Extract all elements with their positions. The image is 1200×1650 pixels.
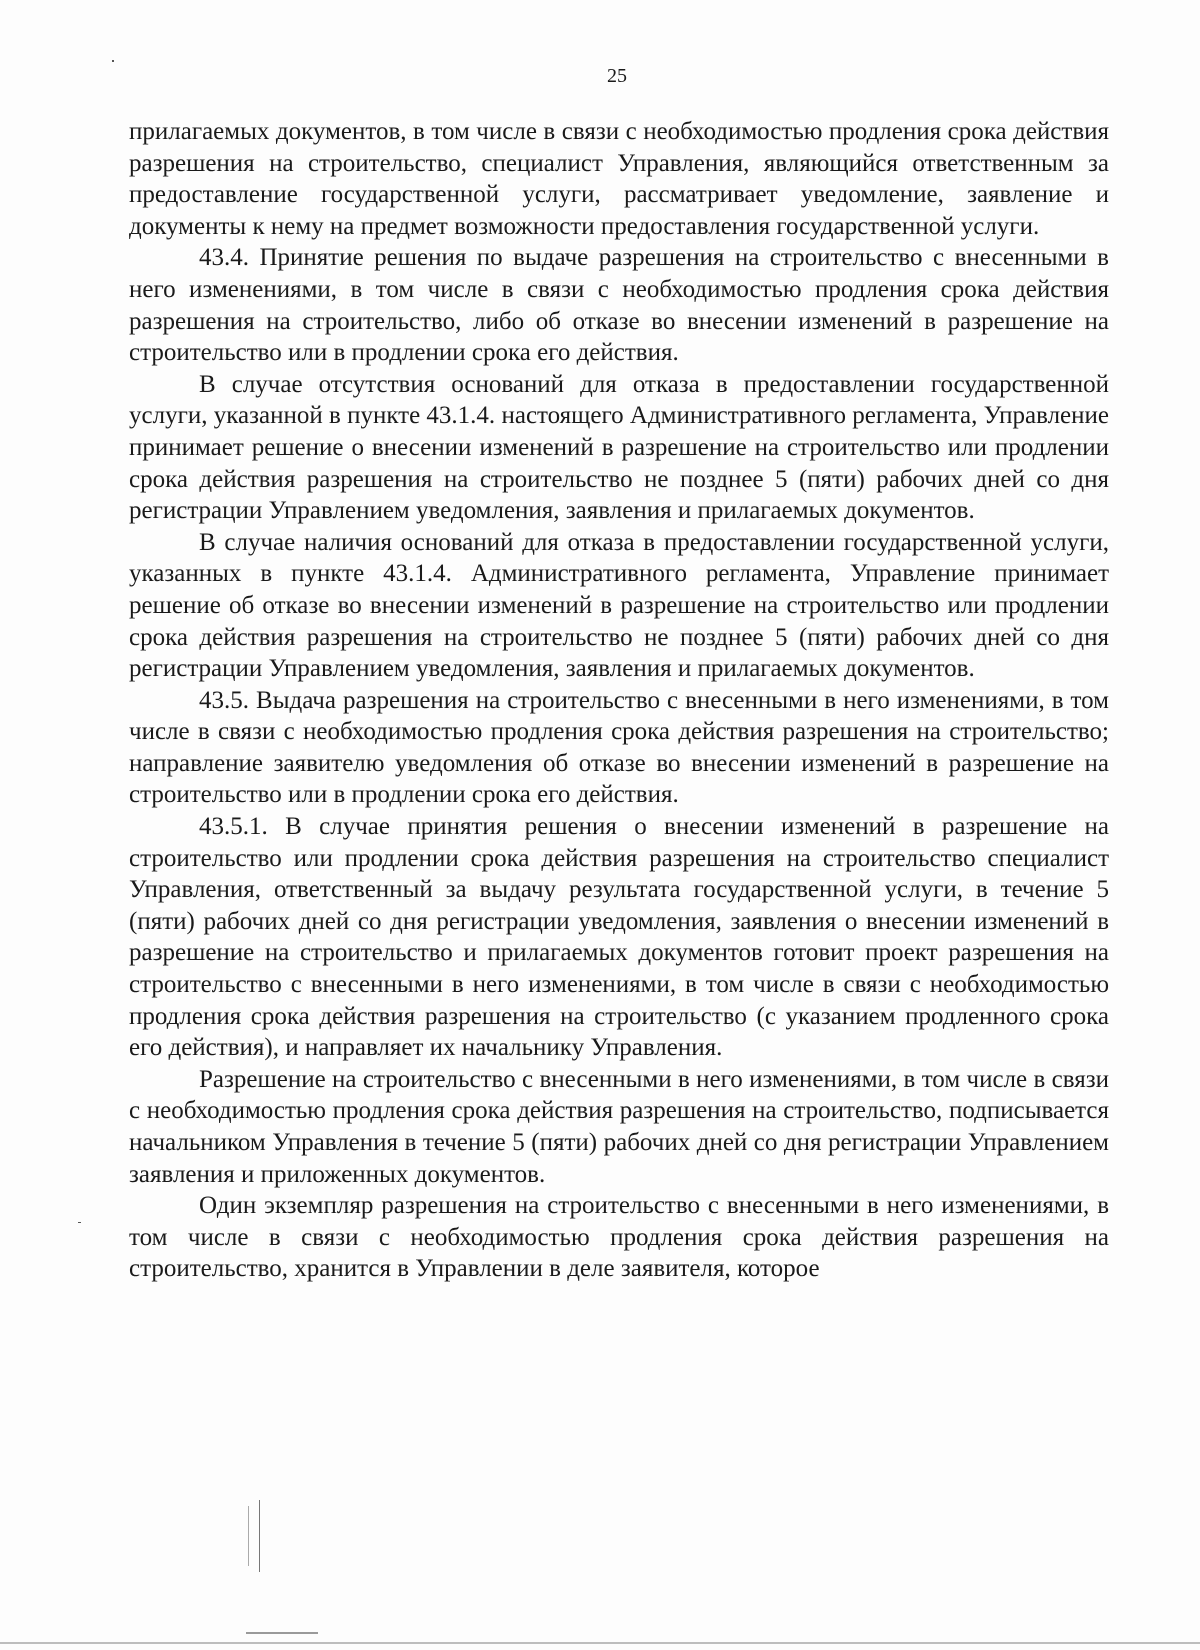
paragraph-permit-copy: Один экземпляр разрешения на строительство с внесенными в него изменениями, в том числе в связи с необходимостью продления срока действия разрешения на строительство, хранится в Управлении в деле заявителя, которое: [129, 1192, 1109, 1283]
scan-bottom-edge: [0, 1642, 1200, 1644]
paragraph-permit-signing: Разрешение на строительство с внесенными в него изменениями, в том числе в связи с необходимостью продления срока действия разрешения на строительство, подписывается начальником Управления в течение 5 (пяти) рабочих дней со дня регистрации Управлением заявления и приложенных документов.: [129, 1065, 1109, 1188]
document-body: [129, 116, 1109, 1285]
paragraph-grounds-refusal: В случае наличия оснований для отказа в предоставлении государственной услуги, указанных в пункте 43.1.4. Административного регламента, Управление принимает решение об отказе во внесении изменений в разрешение на строительство или продлении срока действия разрешения на строительство не позднее 5 (пяти) рабочих дней со дня регистрации Управлением уведомления, заявления и прилагаемых документов.: [129, 528, 1109, 683]
scan-mark-vertical-line: [259, 1500, 260, 1572]
scan-mark-vertical-dots: [248, 1506, 249, 1566]
paragraph-no-grounds-refusal: В случае отсутствия оснований для отказа в предоставлении государственной услуги, указанной в пункте 43.1.4. настоящего Административного регламента, Управление принимает решение о внесении изменений в разрешение на строительство или продлении срока действия разрешения на строительство не позднее 5 (пяти) рабочих дней со дня регистрации Управлением уведомления, заявления и прилагаемых документов.: [129, 370, 1109, 525]
scan-mark-left-dot: [112, 60, 114, 62]
paragraph-43-5: 43.5. Выдача разрешения на строительство с внесенными в него изменениями, в том числе в связи с необходимостью продления срока действия разрешения на строительство; направление заявителю уведомления об отказе во внесении изменений в разрешение на строительство или в продлении срока его действия.: [129, 686, 1109, 809]
paragraph-43-5-1: 43.5.1. В случае принятия решения о внесении изменений в разрешение на строительство или продлении срока действия разрешения на строительство специалист Управления, ответственный за выдачу результата государственной услуги, в течение 5 (пяти) рабочих дней со дня регистрации уведомления, заявления о внесении изменений в разрешение на строительство и прилагаемых документов готовит проект разрешения на строительство с внесенными в него изменениями, в том числе в связи с необходимостью продления срока действия разрешения на строительство (с указанием продленного срока его действия), и направляет их начальнику Управления.: [129, 813, 1109, 1062]
paragraph-43-4: 43.4. Принятие решения по выдаче разрешения на строительство с внесенными в него изменениями, в том числе в связи с необходимостью продления срока действия разрешения на строительство, либо об отказе во внесении изменений в разрешение на строительство или в продлении срока его действия.: [129, 244, 1109, 367]
scan-mark-margin-dash: [78, 1222, 81, 1223]
paragraph-continuation: прилагаемых документов, в том числе в связи с необходимостью продления срока действия разрешения на строительство, специалист Управления, являющийся ответственным за предоставление государственной услуги, рассматривает уведомление, заявление и документы к нему на предмет возможности предоставления государственной услуги.: [129, 118, 1109, 240]
page-number: 25: [607, 65, 627, 87]
scan-mark-bottom-smudge: [246, 1632, 318, 1634]
